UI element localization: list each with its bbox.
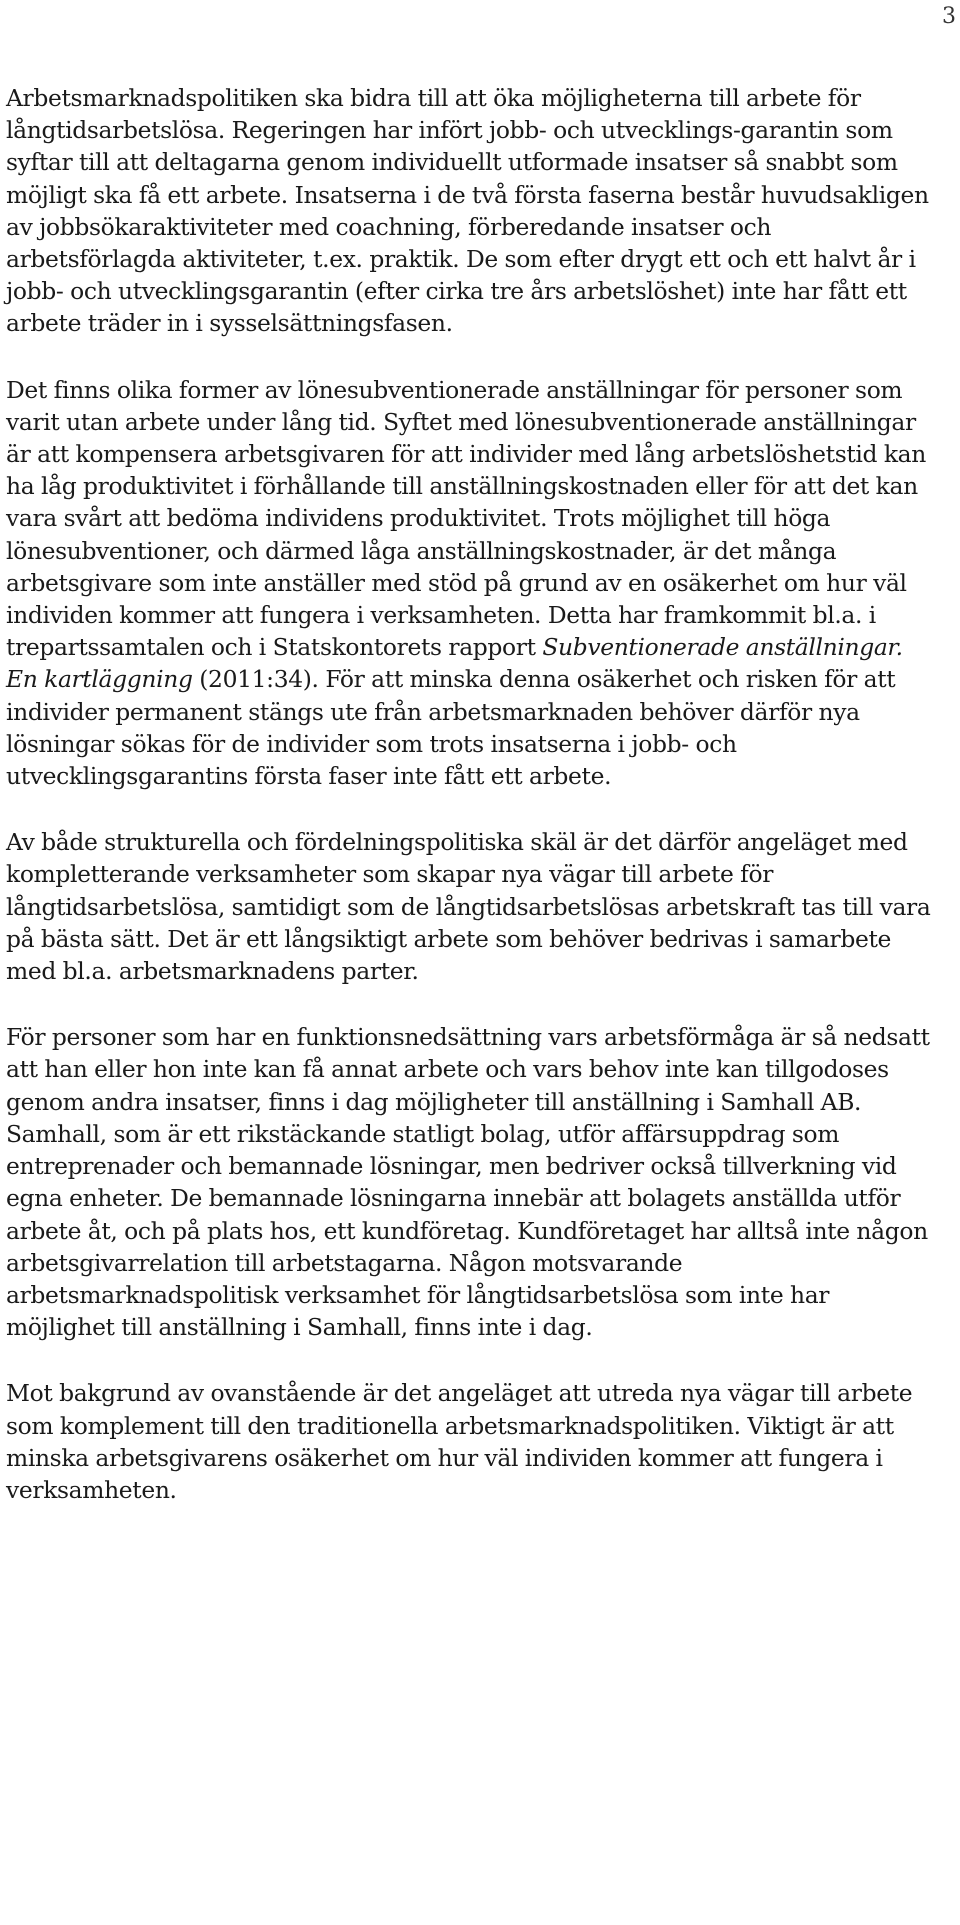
paragraph-3: Av både strukturella och fördelningspolitiska skäl är det därför angeläget med kompletterande verksamheter som skapar nya vägar till arbete för långtidsarbetslösa, samtidigt som de långtidsarbetslösas arbetskraft tas till vara på bästa sätt. Det är ett långsiktigt arbete som behöver bedrivas i samarbete med bl.a. arbetsmarknadens parter. bbox=[6, 828, 931, 986]
report-title-italic: Subventionerade anställningar. En kartläggning bbox=[6, 633, 903, 694]
document-body bbox=[6, 82, 936, 1540]
paragraph-2-text-before: Det finns olika former av lönesubventionerade anställningar för personer som varit utan arbete under lång tid. Syftet med lönesubventionerade anställningar är att kompensera arbetsgivaren för att individer med lång arbetslöshetstid kan ha låg produktivitet i förhållande till anställningskostnaden eller för att det kan vara svårt att bedöma individens produktivitet. Trots möjlighet till höga lönesubventioner, och därmed låga anställningskostnader, är det många arbetsgivare som inte anställer med stöd på grund av en osäkerhet om hur väl individen kommer att fungera i verksamheten. Detta har framkommit bl.a. i trepartssamtalen och i Statskontorets rapport bbox=[6, 375, 926, 662]
paragraph-4: För personer som har en funktionsnedsättning vars arbetsförmåga är så nedsatt att han eller hon inte kan få annat arbete och vars behov inte kan tillgodoses genom andra insatser, finns i dag möjligheter till anställning i Samhall AB. Samhall, som är ett rikstäckande statligt bolag, utför affärsuppdrag som entreprenader och bemannade lösningar, men bedriver också tillverkning vid egna enheter. De bemannade lösningarna innebär att bolagets anställda utför arbete åt, och på plats hos, ett kundföretag. Kundföretaget har alltså inte någon arbetsgivarrelation till arbetstagarna. Någon motsvarande arbetsmarknadspolitisk verksamhet för långtidsarbetslösa som inte har möjlighet till anställning i Samhall, finns inte i dag. bbox=[6, 1023, 930, 1342]
paragraph-2 bbox=[6, 374, 936, 793]
paragraph-2-text-after: (2011:34). För att minska denna osäkerhet och risken för att individer permanent stängs ute från arbetsmarknaden behöver därför nya lösningar sökas för de individer som trots insatserna i jobb- och utvecklingsgarantins första faser inte fått ett arbete. bbox=[6, 665, 896, 791]
paragraph-5: Mot bakgrund av ovanstående är det angeläget att utreda nya vägar till arbete som komplement till den traditionella arbetsmarknadspolitiken. Viktigt är att minska arbetsgivarens osäkerhet om hur väl individen kommer att fungera i verksamheten. bbox=[6, 1379, 913, 1504]
paragraph-1: Arbetsmarknadspolitiken ska bidra till att öka möjligheterna till arbete för långtidsarbetslösa. Regeringen har infört jobb- och utvecklings-garantin som syftar till att deltagarna genom individuellt utformade insatser så snabbt som möjligt ska få ett arbete. Insatserna i de två första faserna består huvudsakligen av jobbsökaraktiviteter med coachning, förberedande insatser och arbetsförlagda aktiviteter, t.ex. praktik. De som efter drygt ett och ett halvt år i jobb- och utvecklingsgarantin (efter cirka tre års arbetslöshet) inte har fått ett arbete träder in i sysselsättningsfasen. bbox=[6, 84, 929, 338]
page-number: 3 bbox=[942, 4, 956, 29]
